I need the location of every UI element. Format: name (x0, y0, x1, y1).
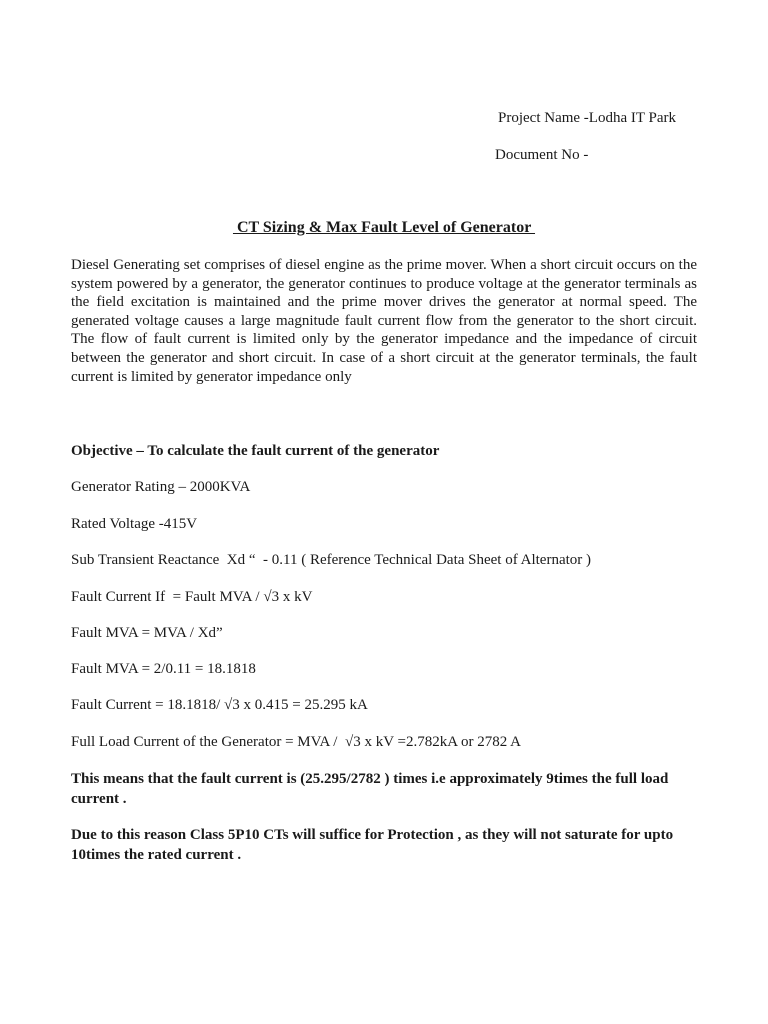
fault-mva-formula: Fault MVA = MVA / Xd” (71, 625, 223, 641)
generator-rating: Generator Rating – 2000KVA (71, 479, 251, 495)
objective-heading: Objective – To calculate the fault current of the generator (71, 443, 440, 459)
intro-paragraph: Diesel Generating set comprises of diesel engine as the prime mover. When a short circuit occurs on the system powered by a generator, the generator continues to produce voltage at the generator terminals as the field excitation is maintained and the prime mover drives the generator at normal speed. The generated voltage causes a large magnitude fault current flow from the generator to the short circuit. The flow of fault current is limited only by the generator impedance and the impedance of circuit between the generator and short circuit. In case of a short circuit at the generator terminals, the fault current is limited by generator impedance only (71, 257, 697, 385)
fault-mva-value: Fault MVA = 2/0.11 = 18.1818 (71, 661, 256, 677)
document-title: CT Sizing & Max Fault Level of Generator (232, 219, 536, 236)
ratio-statement: This means that the fault current is (25.295/2782 ) times i.e approximately 9times the full load current . (71, 771, 669, 807)
rated-voltage: Rated Voltage -415V (71, 516, 198, 532)
document-number: Document No - (495, 147, 589, 163)
sub-transient-reactance: Sub Transient Reactance Xd “ - 0.11 ( Reference Technical Data Sheet of Alternator ) (71, 552, 592, 568)
ct-statement: Due to this reason Class 5P10 CTs will suffice for Protection , as they will not saturate for upto 10times the rated current . (71, 827, 674, 863)
project-name: Project Name -Lodha IT Park (498, 110, 677, 126)
fault-current-value: Fault Current = 18.1818/ √3 x 0.415 = 25.295 kA (71, 697, 368, 713)
full-load-current: Full Load Current of the Generator = MVA / √3 x kV =2.782kA or 2782 A (71, 734, 521, 750)
fault-current-formula: Fault Current If = Fault MVA / √3 x kV (71, 589, 313, 605)
